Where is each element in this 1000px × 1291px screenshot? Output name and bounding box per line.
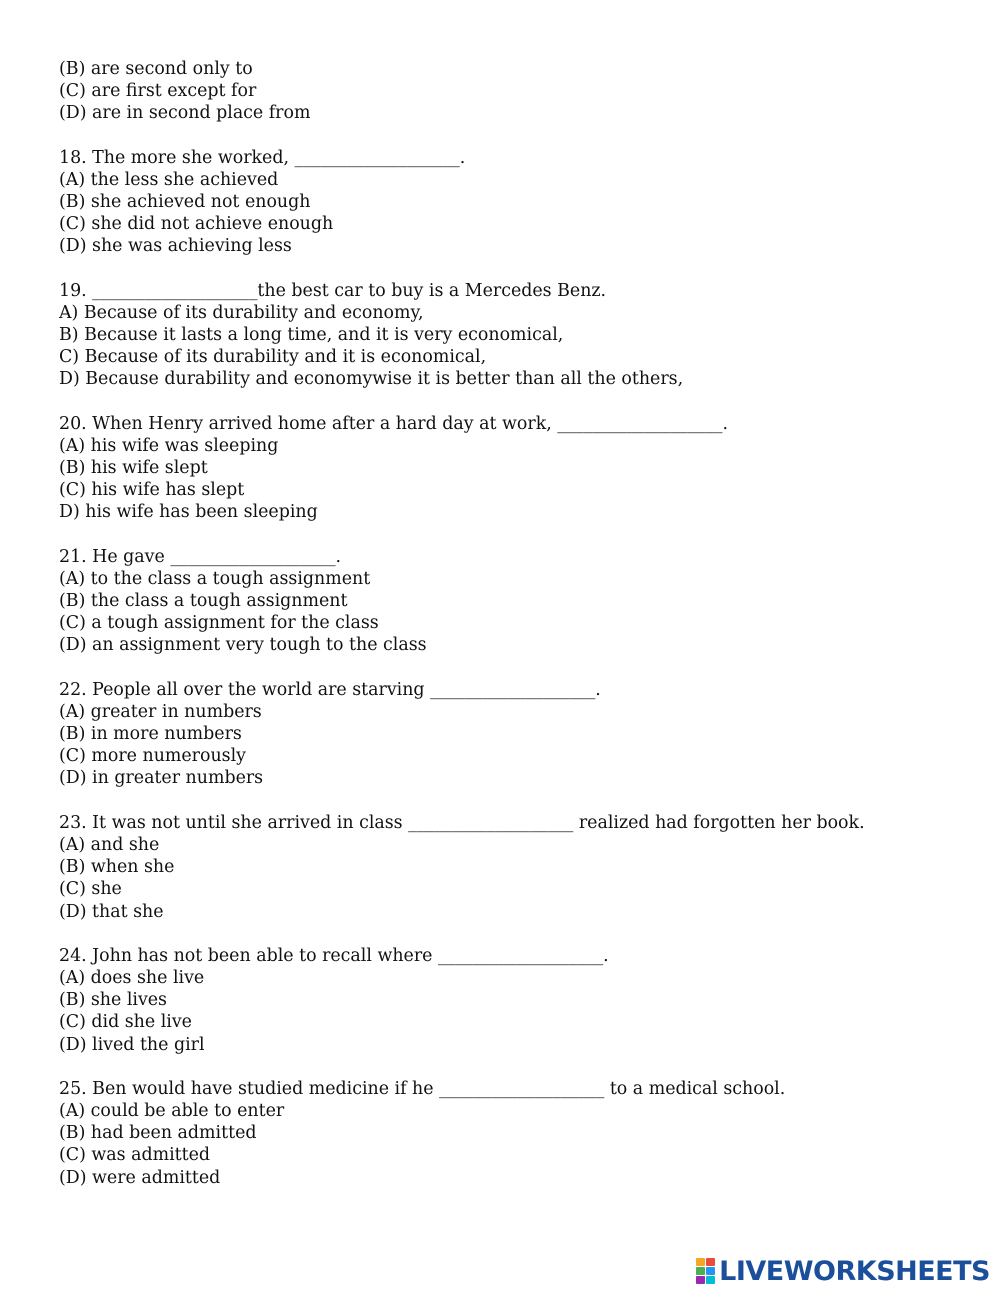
option-b: (B) when she bbox=[59, 857, 175, 878]
option-a: (A) the less she achieved bbox=[59, 169, 279, 190]
option-a: (A) his wife was sleeping bbox=[59, 435, 279, 456]
option-b: (B) his wife slept bbox=[59, 458, 208, 479]
option-c: (C) a tough assignment for the class bbox=[59, 613, 379, 634]
question-20 bbox=[59, 413, 959, 524]
option-a: (A) does she live bbox=[59, 967, 205, 988]
question-stem: 22. People all over the world are starving ___________________. bbox=[59, 679, 601, 700]
option-d: (D) were admitted bbox=[59, 1167, 221, 1188]
question-19 bbox=[59, 280, 959, 391]
mark-cell bbox=[696, 1267, 705, 1275]
liveworksheets-mark-icon bbox=[696, 1258, 715, 1284]
mark-cell bbox=[706, 1267, 715, 1275]
option-b: (B) she achieved not enough bbox=[59, 192, 311, 213]
question-stem: 19. ___________________the best car to buy is a Mercedes Benz. bbox=[59, 280, 607, 301]
liveworksheets-logo bbox=[696, 1256, 990, 1286]
option-a: A) Because of its durability and economy, bbox=[59, 302, 424, 323]
option-c: (C) more numerously bbox=[59, 746, 246, 767]
option-a: (A) greater in numbers bbox=[59, 701, 262, 722]
question-stem: 23. It was not until she arrived in class ___________________ realized had forgotten her book. bbox=[59, 812, 865, 833]
option-b: (B) in more numbers bbox=[59, 724, 242, 745]
question-stem: 20. When Henry arrived home after a hard day at work, ___________________. bbox=[59, 413, 729, 434]
question-17-continued bbox=[59, 58, 959, 125]
option-c: (C) are first except for bbox=[59, 81, 257, 102]
mark-cell bbox=[706, 1276, 715, 1284]
option-a: (A) and she bbox=[59, 834, 160, 855]
worksheet-page bbox=[59, 58, 959, 1211]
mark-cell bbox=[696, 1276, 705, 1284]
option-d: (D) are in second place from bbox=[59, 103, 311, 124]
option-d: (D) an assignment very tough to the class bbox=[59, 635, 427, 656]
option-b: (B) the class a tough assignment bbox=[59, 591, 348, 612]
question-23 bbox=[59, 812, 959, 923]
option-c: C) Because of its durability and it is economical, bbox=[59, 347, 487, 368]
logo-text: LIVEWORKSHEETS bbox=[719, 1255, 990, 1287]
option-a: (A) could be able to enter bbox=[59, 1100, 285, 1121]
option-b: (B) had been admitted bbox=[59, 1123, 257, 1144]
option-b: (B) she lives bbox=[59, 990, 167, 1011]
option-c: (C) was admitted bbox=[59, 1145, 211, 1166]
question-18 bbox=[59, 147, 959, 258]
option-a: (A) to the class a tough assignment bbox=[59, 568, 371, 589]
option-c: (C) she did not achieve enough bbox=[59, 214, 334, 235]
question-stem: 21. He gave ___________________. bbox=[59, 546, 342, 567]
option-d: (D) she was achieving less bbox=[59, 236, 292, 257]
option-b: (B) are second only to bbox=[59, 59, 253, 79]
option-c: (C) she bbox=[59, 879, 122, 900]
option-d: (D) lived the girl bbox=[59, 1034, 205, 1055]
option-c: (C) his wife has slept bbox=[59, 480, 245, 501]
question-21 bbox=[59, 546, 959, 657]
question-22 bbox=[59, 679, 959, 790]
option-b: B) Because it lasts a long time, and it is very economical, bbox=[59, 325, 564, 346]
mark-cell bbox=[696, 1258, 705, 1266]
question-25 bbox=[59, 1078, 959, 1189]
question-stem: 25. Ben would have studied medicine if he ___________________ to a medical school. bbox=[59, 1078, 786, 1099]
mark-cell bbox=[706, 1258, 715, 1266]
question-stem: 24. John has not been able to recall where ___________________. bbox=[59, 945, 609, 966]
option-d: D) Because durability and economywise it is better than all the others, bbox=[59, 369, 684, 390]
option-d: (D) in greater numbers bbox=[59, 768, 264, 789]
question-24 bbox=[59, 945, 959, 1056]
question-stem: 18. The more she worked, ___________________. bbox=[59, 147, 466, 168]
option-d: D) his wife has been sleeping bbox=[59, 502, 318, 523]
option-c: (C) did she live bbox=[59, 1012, 192, 1033]
option-d: (D) that she bbox=[59, 901, 164, 922]
